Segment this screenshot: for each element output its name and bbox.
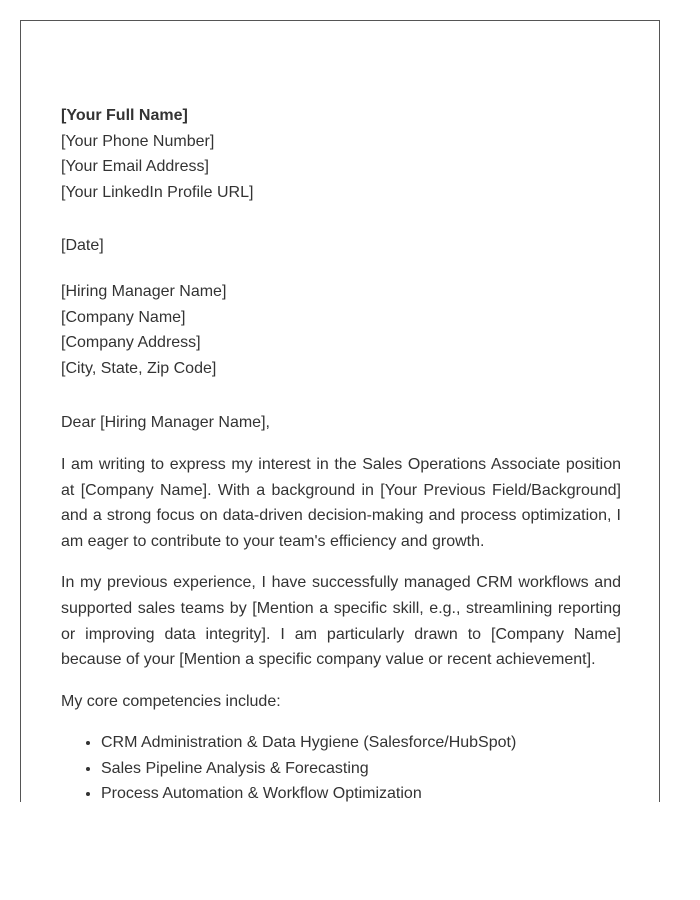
salutation: Dear [Hiring Manager Name], (61, 414, 270, 432)
recipient-name: [Hiring Manager Name] (61, 282, 227, 300)
competency-item: • CRM Administration & Data Hygiene (Salesforce/HubSpot) (101, 730, 621, 756)
body-paragraph-2: In my previous experience, I have successfully managed CRM workflows and supported sales teams by [Mention a specific skill, e.g., streamlining reporting or improving data integrity]. I am particularly drawn to [Company Name] because of your [Mention a specific company value or recent achievement]. (61, 574, 621, 669)
sender-linkedin: [Your LinkedIn Profile URL] (61, 183, 254, 201)
letter-date: [Date] (61, 237, 104, 255)
date-block (61, 233, 621, 259)
competency-item: • Process Automation & Workflow Optimization (101, 781, 621, 802)
competencies-intro: My core competencies include: (61, 692, 281, 710)
letter-content (61, 103, 621, 802)
recipient-block (61, 279, 621, 381)
sender-phone: [Your Phone Number] (61, 132, 215, 150)
sender-email: [Your Email Address] (61, 158, 209, 176)
recipient-city-state-zip: [City, State, Zip Code] (61, 359, 217, 377)
competency-item: • Sales Pipeline Analysis & Forecasting (101, 756, 621, 782)
sender-block (61, 103, 621, 205)
sender-name: [Your Full Name] (61, 107, 188, 124)
recipient-address: [Company Address] (61, 334, 201, 352)
letter-page (20, 20, 660, 802)
competencies-list (61, 730, 621, 802)
recipient-company: [Company Name] (61, 308, 186, 326)
body-paragraph-1: I am writing to express my interest in the Sales Operations Associate position at [Company Name]. With a background in [Your Previous Field/Background] and a strong focus on data-driven decision-making and process optimization, I am eager to contribute to your team's efficiency and growth. (61, 455, 621, 550)
